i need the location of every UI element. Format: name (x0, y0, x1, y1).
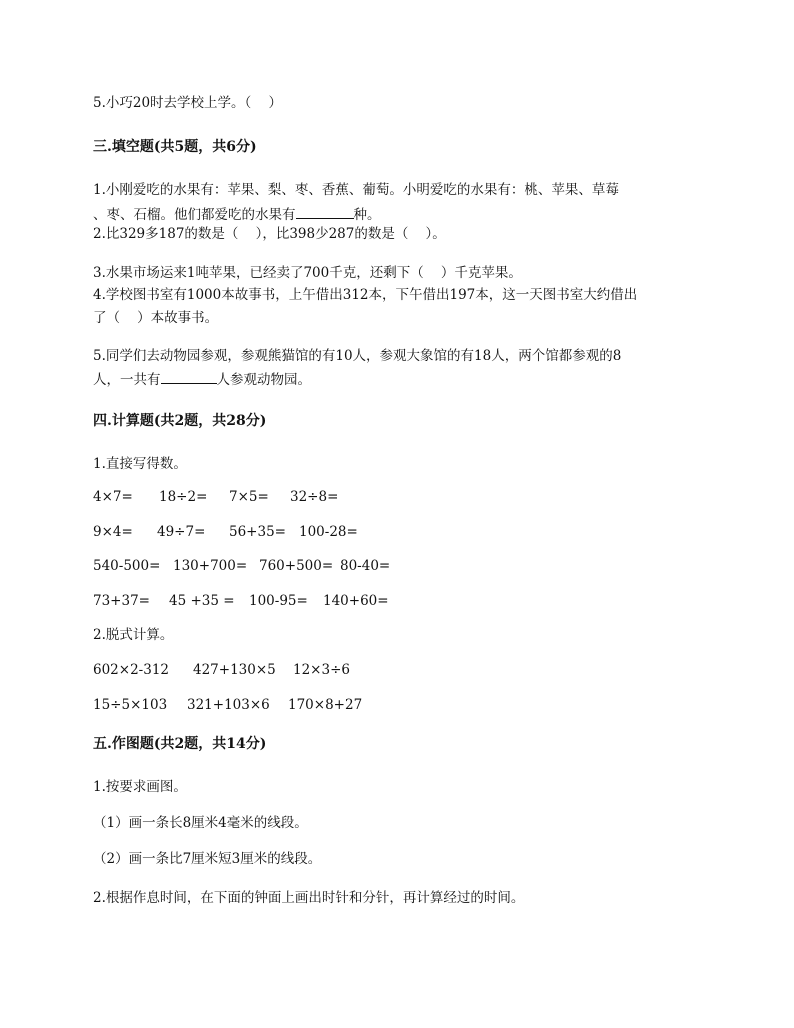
calc-question-1: 1.直接写得数。 (93, 456, 187, 472)
question-fill-1-text: 、枣、石榴。他们都爱吃的水果有 (93, 207, 296, 223)
calc-item: 100-95= (249, 593, 308, 609)
calc-item: 45 +35 = (169, 593, 235, 609)
section-title-fill-blank: 三.填空题(共5题，共6分) (93, 139, 257, 155)
calc-item: 602×2-312 (93, 662, 169, 678)
calc-item: 9×4= (93, 524, 133, 540)
calc-question-2: 2.脱式计算。 (93, 627, 174, 643)
calc-item: 49÷7= (157, 524, 206, 540)
calc-item: 32÷8= (290, 489, 339, 505)
question-fill-4-line2: 了（ ）本故事书。 (93, 310, 219, 326)
question-fill-5-line2 (93, 370, 311, 389)
draw-question-1: 1.按要求画图。 (93, 779, 187, 795)
question-fill-1-unit: 种。 (353, 207, 381, 223)
calc-item: 7×5= (229, 489, 269, 505)
draw-question-2: 2.根据作息时间，在下面的钟面上画出时针和分针，再计算经过的时间。 (93, 890, 525, 906)
calc-item: 170×8+27 (288, 697, 363, 713)
calc-item: 73+37= (93, 593, 150, 609)
question-fill-5-text: 人，一共有 (93, 372, 161, 388)
answer-blank (296, 205, 354, 219)
calc-item: 56+35= (229, 524, 286, 540)
calc-item: 130+700= (173, 558, 248, 574)
calc-item: 15÷5×103 (93, 697, 168, 713)
section-title-drawing: 五.作图题(共2题，共14分) (93, 736, 267, 752)
calc-item: 760+500= (259, 558, 334, 574)
question-fill-5-line1: 5.同学们去动物园参观，参观熊猫馆的有10人，参观大象馆的有18人，两个馆都参观的8 (93, 348, 622, 364)
calc-item: 427+130×5 (193, 662, 276, 678)
calc-item: 540-500= (93, 558, 161, 574)
draw-question-1-part1: （1）画一条长8厘米4毫米的线段。 (93, 815, 308, 831)
question-fill-1-line2 (93, 205, 381, 224)
calc-item: 18÷2= (159, 489, 208, 505)
calc-item: 80-40= (340, 558, 391, 574)
question-fill-3: 3.水果市场运来1吨苹果，已经卖了700千克，还剩下（ ）千克苹果。 (93, 265, 522, 281)
question-fill-2: 2.比329多187的数是（ ），比398少287的数是（ ）。 (93, 226, 446, 242)
answer-blank (161, 370, 217, 384)
question-tf-5: 5.小巧20时去学校上学。（ ） (93, 95, 282, 111)
calc-item: 100-28= (299, 524, 358, 540)
question-fill-1-line1: 1.小刚爱吃的水果有：苹果、梨、枣、香蕉、葡萄。小明爱吃的水果有：桃、苹果、草莓 (93, 182, 619, 198)
calc-item: 321+103×6 (187, 697, 270, 713)
section-title-calculation: 四.计算题(共2题，共28分) (93, 413, 267, 429)
draw-question-1-part2: （2）画一条比7厘米短3厘米的线段。 (93, 851, 322, 867)
calc-item: 4×7= (93, 489, 133, 505)
calc-item: 12×3÷6 (293, 662, 350, 678)
calc-item: 140+60= (323, 593, 389, 609)
question-fill-5-tail: 人参观动物园。 (216, 372, 311, 388)
question-fill-4-line1: 4.学校图书室有1000本故事书，上午借出312本，下午借出197本，这一天图书室大约借出 (93, 287, 638, 303)
